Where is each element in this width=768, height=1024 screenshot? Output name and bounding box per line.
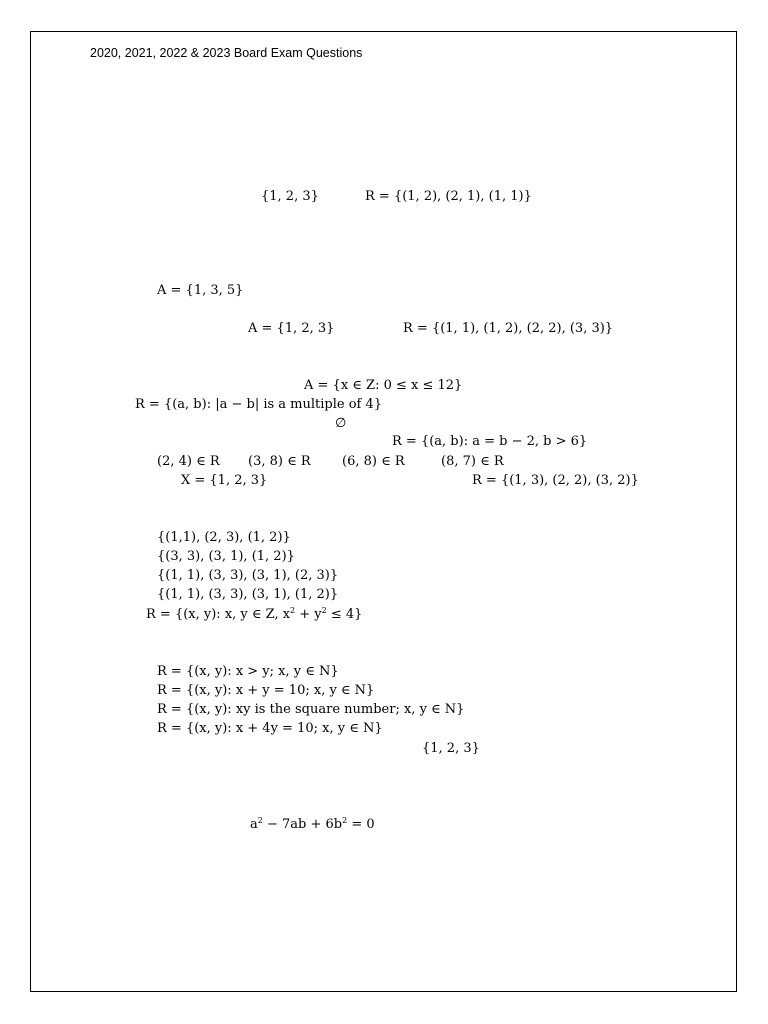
set-expression: X = {1, 2, 3} xyxy=(181,473,268,488)
relation-expression: R = {(1, 1), (1, 2), (2, 2), (3, 3)} xyxy=(403,321,614,336)
relation-option: R = {(x, y): xy is the square number; x, y ∈ N} xyxy=(157,702,465,717)
option-set: {(1, 1), (3, 3), (3, 1), (1, 2)} xyxy=(157,587,339,602)
membership-option: (2, 4) ∈ R xyxy=(157,454,220,469)
option-set: {(1, 1), (3, 3), (3, 1), (2, 3)} xyxy=(157,568,339,583)
set-expression: {1, 2, 3} xyxy=(261,189,319,204)
membership-option: (6, 8) ∈ R xyxy=(342,454,405,469)
set-expression: {1, 2, 3} xyxy=(422,741,480,756)
relation-expression: R = {(a, b): a = b − 2, b > 6} xyxy=(392,434,588,449)
membership-option: (3, 8) ∈ R xyxy=(248,454,311,469)
page-border xyxy=(30,31,737,992)
membership-option: (8, 7) ∈ R xyxy=(441,454,504,469)
set-expression: A = {1, 2, 3} xyxy=(248,321,335,336)
set-expression: A = {x ∈ Z: 0 ≤ x ≤ 12} xyxy=(304,378,463,393)
set-expression: A = {1, 3, 5} xyxy=(157,283,244,298)
relation-expression: R = {(a, b): |a − b| is a multiple of 4} xyxy=(135,397,383,412)
equation: $a^2 - 7ab + 6b^2 = 0$ xyxy=(250,816,375,832)
relation-expression: R = {(x, y): x, y ∈ Z, $x^2 + y^2 \le 4$} xyxy=(146,606,363,622)
relation-option: R = {(x, y): x + 4y = 10; x, y ∈ N} xyxy=(157,721,383,736)
relation-option: R = {(x, y): x > y; x, y ∈ N} xyxy=(157,664,339,679)
page-header: 2020, 2021, 2022 & 2023 Board Exam Questions xyxy=(90,46,363,60)
relation-option: R = {(x, y): x + y = 10; x, y ∈ N} xyxy=(157,683,375,698)
empty-set-symbol: ∅ xyxy=(335,416,347,431)
option-set: {(1,1), (2, 3), (1, 2)} xyxy=(157,530,291,545)
option-set: {(3, 3), (3, 1), (1, 2)} xyxy=(157,549,295,564)
relation-expression: R = {(1, 3), (2, 2), (3, 2)} xyxy=(472,473,639,488)
relation-expression: R = {(1, 2), (2, 1), (1, 1)} xyxy=(365,189,532,204)
